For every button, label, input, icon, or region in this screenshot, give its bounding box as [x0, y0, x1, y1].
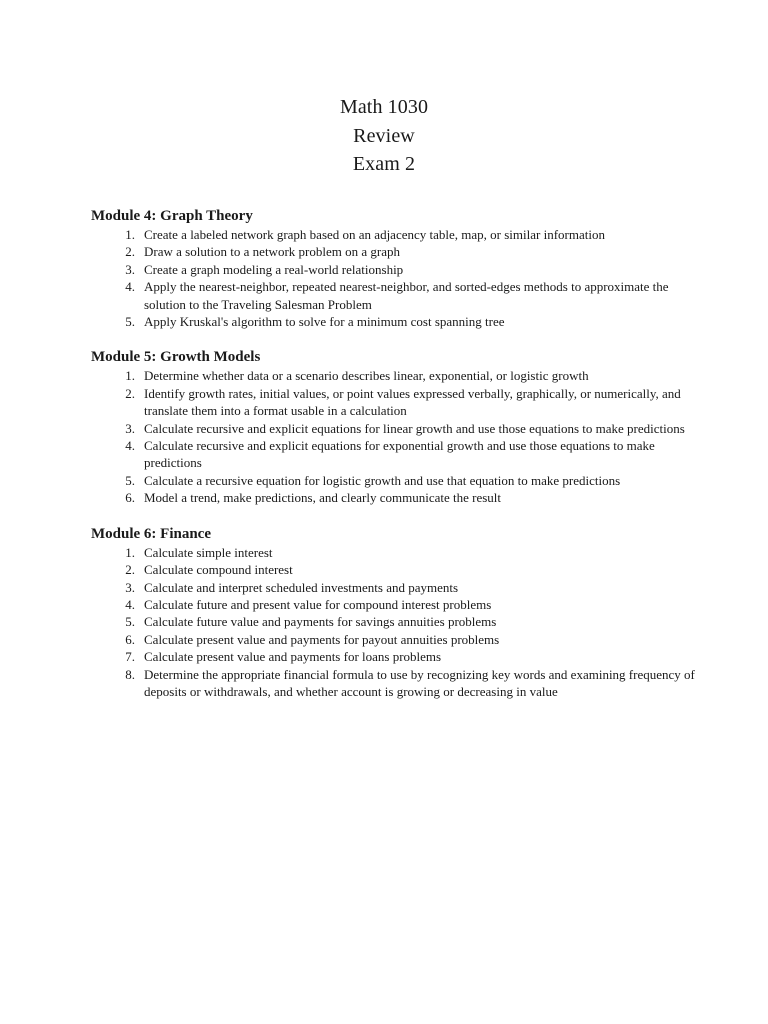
item-text: Calculate simple interest — [144, 544, 273, 560]
list-item — [91, 596, 711, 613]
list-item — [91, 420, 711, 437]
list-item — [91, 437, 711, 472]
list-item — [91, 579, 711, 596]
item-text: Draw a solution to a network problem on a graph — [144, 244, 400, 260]
item-number: 6. — [125, 631, 135, 647]
list-item — [91, 648, 711, 665]
item-text: Calculate present value and payments for payout annuities problems — [144, 631, 500, 647]
list-item — [91, 313, 711, 330]
module-5-heading: Module 5: Growth Models — [91, 349, 261, 366]
item-text: Calculate recursive and explicit equations for linear growth and use those equations to make predictions — [144, 420, 685, 436]
item-text: Apply Kruskal's algorithm to solve for a minimum cost spanning tree — [144, 314, 505, 330]
list-item — [91, 385, 711, 420]
item-number: 4. — [125, 279, 135, 295]
item-number: 1. — [125, 368, 135, 384]
item-text: Determine whether data or a scenario describes linear, exponential, or logistic growth — [144, 368, 589, 384]
module-5-section — [91, 348, 711, 506]
module-6-heading: Module 6: Finance — [91, 525, 211, 542]
module-4-section — [91, 207, 711, 330]
list-item — [91, 666, 711, 701]
item-number: 2. — [125, 385, 135, 401]
document-title — [0, 93, 768, 179]
list-item — [91, 278, 711, 313]
item-text: Calculate recursive and explicit equations for exponential growth and use those equations to make predictions — [144, 438, 655, 471]
item-number: 5. — [125, 472, 135, 488]
item-text: Calculate a recursive equation for logistic growth and use that equation to make predictions — [144, 472, 621, 488]
item-number: 7. — [125, 649, 135, 665]
item-number: 5. — [125, 314, 135, 330]
item-number: 2. — [125, 244, 135, 260]
item-text: Calculate future value and payments for savings annuities problems — [144, 614, 497, 630]
title-line-review: Review — [353, 124, 415, 147]
item-text: Create a labeled network graph based on an adjacency table, map, or similar information — [144, 227, 605, 242]
item-number: 2. — [125, 562, 135, 578]
list-item — [91, 561, 711, 578]
item-number: 3. — [125, 420, 135, 436]
module-4-objectives — [91, 226, 711, 330]
list-item — [91, 631, 711, 648]
item-text: Calculate and interpret scheduled investments and payments — [144, 579, 459, 595]
item-text: Identify growth rates, initial values, or point values expressed verbally, graphically, or numerically, and translate them into a format usable in a calculation — [144, 385, 681, 419]
list-item — [91, 243, 711, 260]
item-number: 4. — [125, 438, 135, 454]
list-item — [91, 489, 711, 506]
list-item — [91, 226, 711, 243]
module-sections — [91, 207, 711, 718]
item-number: 1. — [125, 544, 135, 560]
item-number: 3. — [125, 261, 135, 277]
item-text: Calculate future and present value for compound interest problems — [144, 596, 492, 612]
item-number: 4. — [125, 596, 135, 612]
item-number: 5. — [125, 614, 135, 630]
module-6-objectives — [91, 544, 711, 701]
item-text: Calculate present value and payments for loans problems — [144, 649, 442, 665]
list-item — [91, 613, 711, 630]
item-text: Create a graph modeling a real-world relationship — [144, 261, 404, 277]
list-item — [91, 544, 711, 561]
list-item — [91, 261, 711, 278]
module-4-heading: Module 4: Graph Theory — [91, 208, 253, 224]
module-5-objectives — [91, 367, 711, 506]
list-item — [91, 367, 711, 384]
item-text: Determine the appropriate financial formula to use by recognizing key words and examining frequency of deposits or withdrawals, and whether account is growing or decreasing in value — [144, 666, 695, 699]
title-line-course: Math 1030 — [339, 96, 429, 118]
item-number: 3. — [125, 579, 135, 595]
list-item — [91, 472, 711, 489]
item-text: Calculate compound interest — [144, 562, 293, 578]
item-number: 6. — [125, 490, 135, 506]
title-line-exam: Exam 2 — [352, 153, 416, 175]
item-text: Model a trend, make predictions, and clearly communicate the result — [144, 490, 502, 506]
module-6-section — [91, 525, 711, 701]
item-number: 8. — [125, 666, 135, 682]
item-number: 1. — [125, 227, 135, 242]
item-text: Apply the nearest-neighbor, repeated nearest-neighbor, and sorted-edges methods to approximate the solution to the Traveling Salesman Problem — [144, 279, 669, 312]
